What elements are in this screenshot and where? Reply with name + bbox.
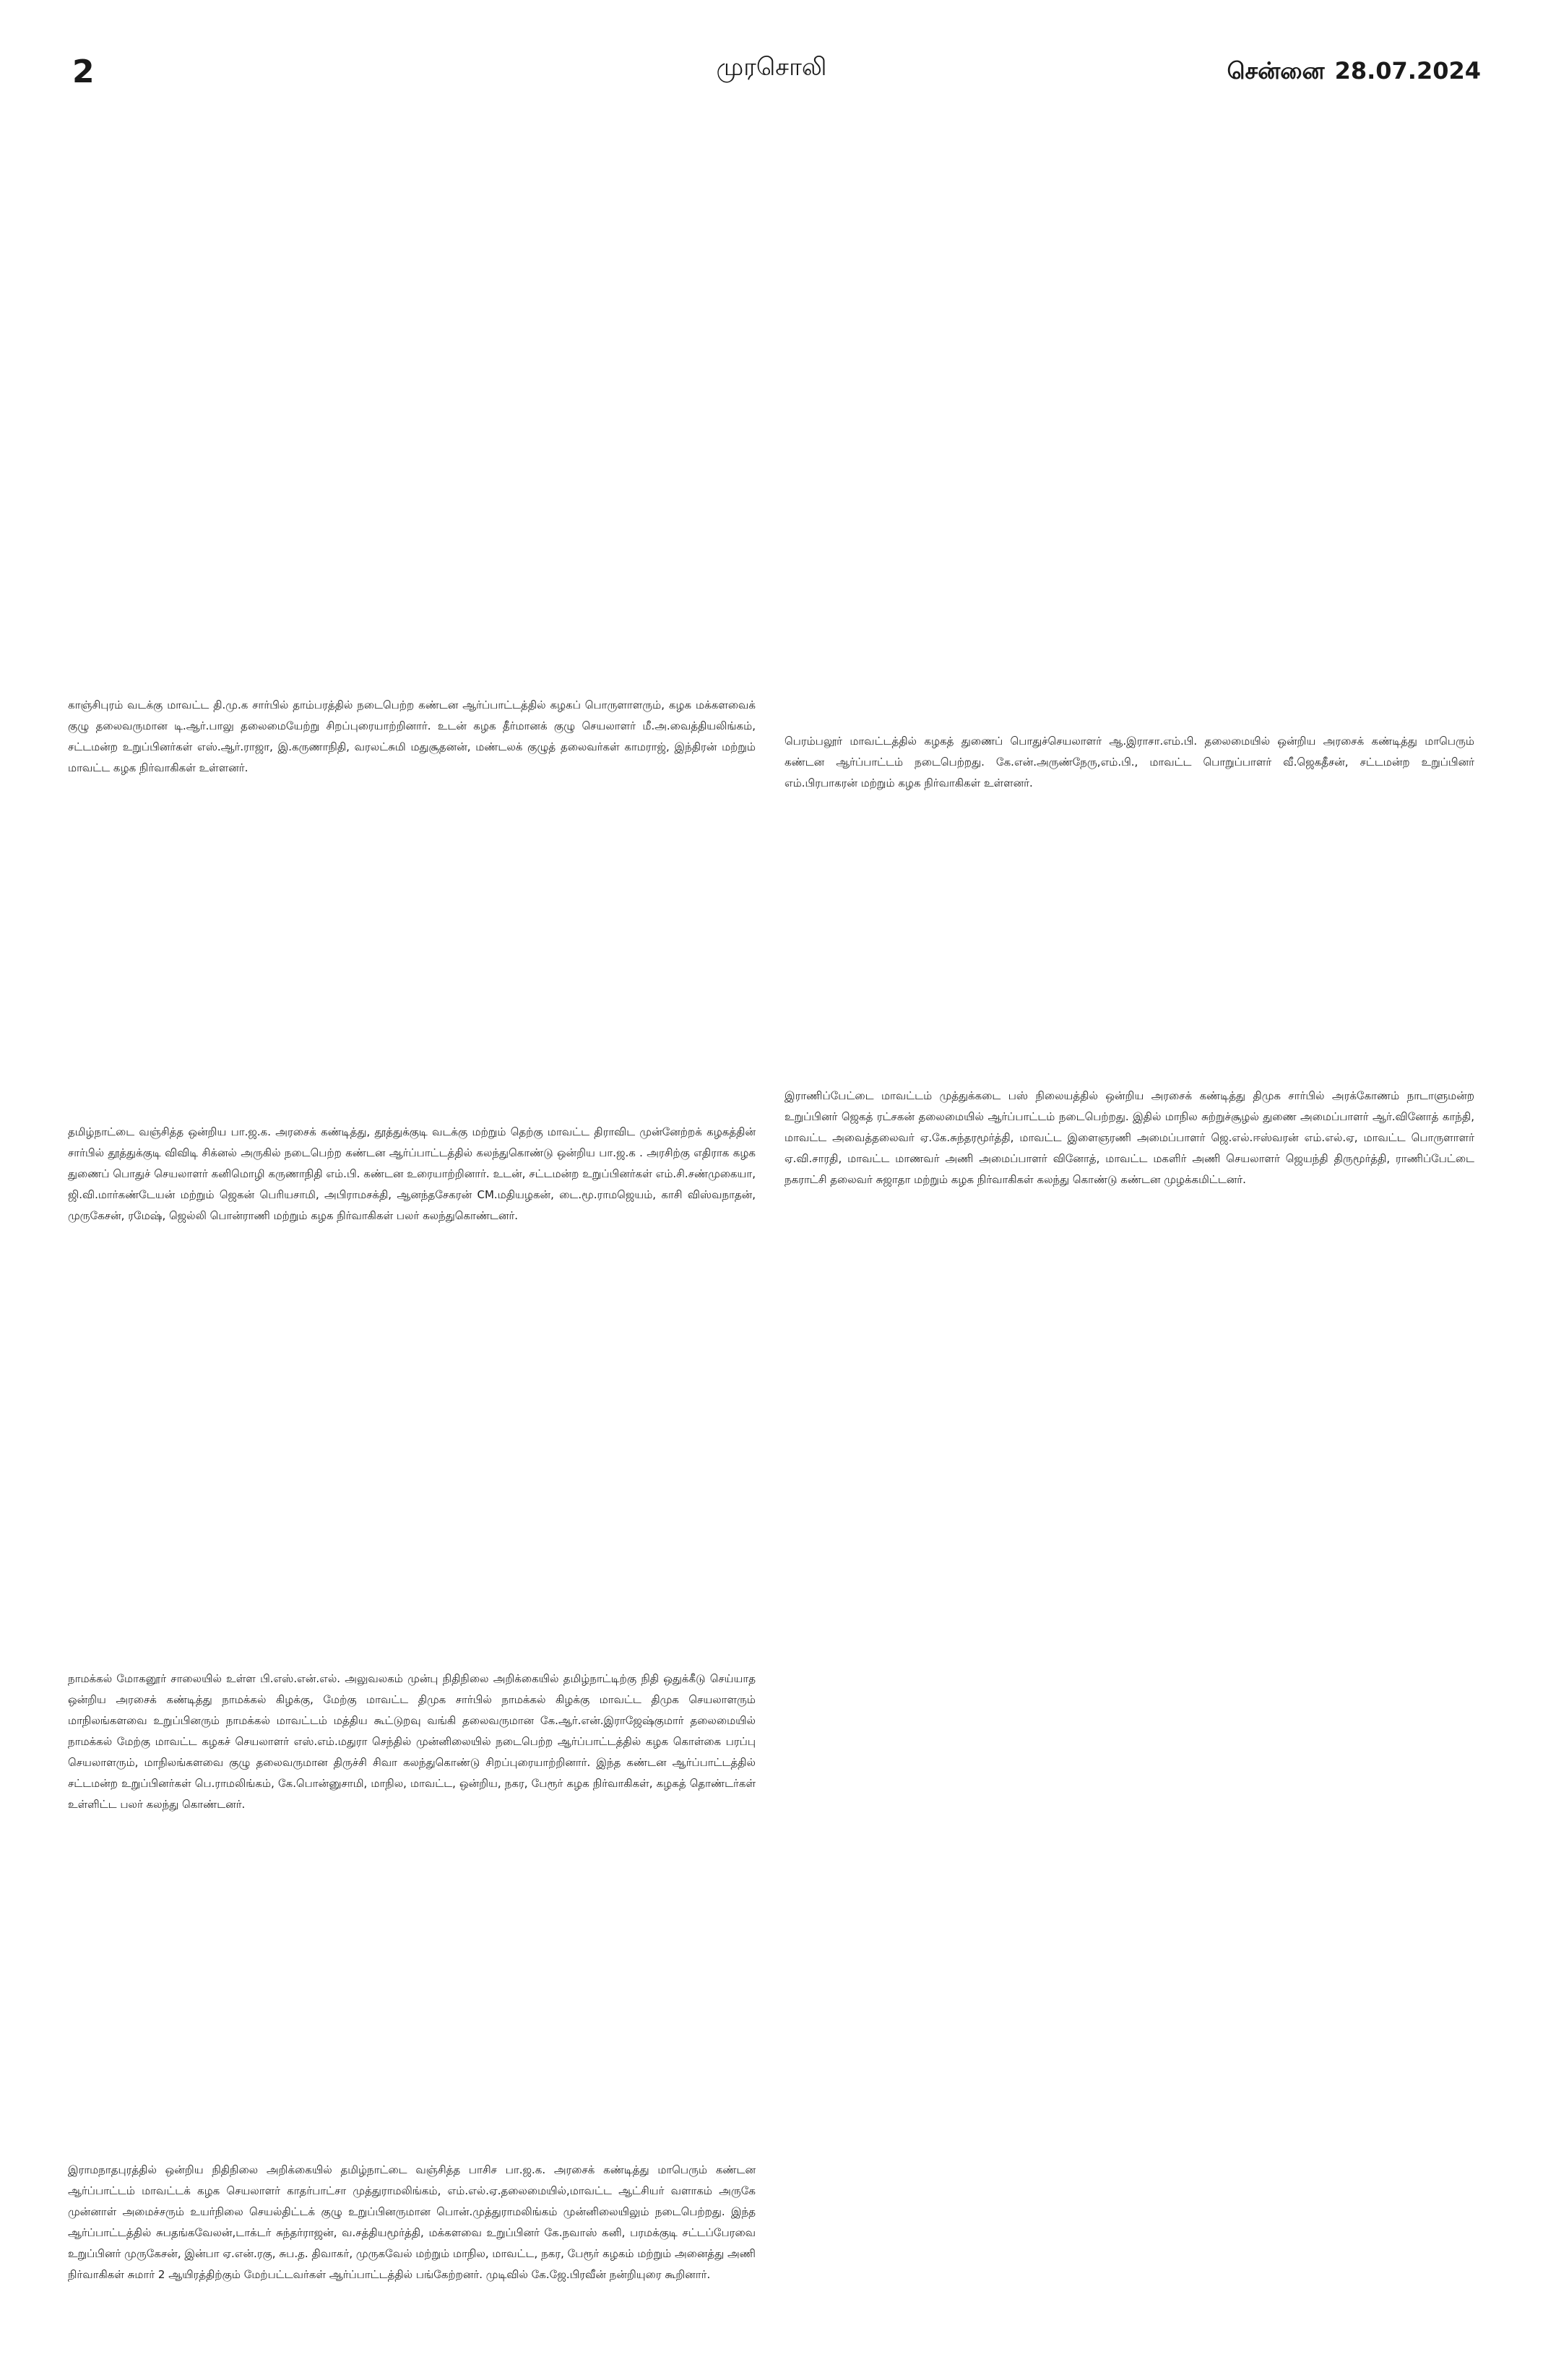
photo-caption-thoothukudi: தமிழ்நாட்டை வஞ்சித்த ஒன்றிய பா.ஜ.க. அரசைக் கண்டித்து, தூத்துக்குடி வடக்கு மற்றும் தெற்கு மாவட்ட திராவிட முன்னேற்றக் கழகத்தின் சார்பில் தூத்துக்குடி விவிடி சிக்னல் அருகில் நடைபெற்ற கண்டன ஆர்ப்பாட்டத்தில் கலந்துகொண்டு ஒன்றிய பா.ஜ.க . அரசிற்கு எதிராக கழக துணைப் பொதுச் செயலாளர் கனிமொழி கருணாநிதி எம்.பி. கண்டன உரையாற்றினார். உடன், சட்டமன்ற உறுப்பினர்கள் எம்.சி.சண்முகையா, ஜி.வி.மார்கண்டேயன் மற்றும் ஜெகன் பெரியசாமி, அபிராமசக்தி, ஆனந்தசேகரன் CM.மதியழகன், டை.மூ.ராமஜெயம், காசி விஸ்வநாதன், முருகேசன், ரமேஷ், ஜெல்லி பொன்ராணி மற்றும் கழக நிர்வாகிகள் பலர் கலந்துகொண்டனர். [68,1125,756,1222]
masthead-title: முரசொலி [716,53,827,82]
photo-caption-namakkal: நாமக்கல் மோகனூர் சாலையில் உள்ள பி.எஸ்.என்.எல். அலுவலகம் முன்பு நிதிநிலை அறிக்கையில் தமிழ்நாட்டிற்கு நிதி ஒதுக்கீடு செய்யாத ஒன்றிய அரசைக் கண்டித்து நாமக்கல் கிழக்கு, மேற்கு மாவட்ட திமுக சார்பில் நாமக்கல் கிழக்கு மாவட்ட திமுக செயலாளரும் மாநிலங்களவை உறுப்பினரும் நாமக்கல் மாவட்டம் மத்திய கூட்டுறவு வங்கி தலைவருமான கே.ஆர்.என்.இராஜேஷ்குமார் தலைமையில் நாமக்கல் மேற்கு மாவட்ட கழகச் செயலாளர் எஸ்.எம்.மதுரா செந்தில் முன்னிலையில் நடைபெற்ற ஆர்ப்பாட்டத்தில் கழக கொள்கை பரப்பு செயலாளரும், மாநிலங்களவை குழு தலைவருமான திருச்சி சிவா கலந்துகொண்டு சிறப்புரையாற்றினார். இந்த கண்டன ஆர்ப்பாட்டத்தில் சட்டமன்ற உறுப்பினர்கள் பெ.ராமலிங்கம், கே.பொன்னுசாமி, மாநில, மாவட்ட, ஒன்றிய, நகர, பேரூர் கழக நிர்வாகிகள், கழகத் தொண்டர்கள் உள்ளிட்ட பலர் கலந்து கொண்டனர். [68,1672,756,1811]
photo-caption-ranipet: இராணிப்பேட்டை மாவட்டம் முத்துக்கடை பஸ் நிலையத்தில் ஒன்றிய அரசைக் கண்டித்து திமுக சார்பில் அரக்கோணம் நாடாளுமன்ற உறுப்பினர் ஜெகத் ரட்சகன் தலைமையில் ஆர்ப்பாட்டம் நடைபெற்றது. இதில் மாநில சுற்றுச்சூழல் துணை அமைப்பாளர் ஆர்.வினோத் காந்தி, மாவட்ட அவைத்தலைவர் ஏ.கே.சுந்தரமூர்த்தி, மாவட்ட இளைஞரணி அமைப்பாளர் ஜெ.எல்.ஈஸ்வரன் எம்.எல்.ஏ, மாவட்ட பொருளாளர் ஏ.வி.சாரதி, மாவட்ட மாணவர் அணி அமைப்பாளர் வினோத், மாவட்ட மகளிர் அணி செயலாளர் ஜெயந்தி திருமூர்த்தி, ராணிப்பேட்டை நகராட்சி தலைவர் சுஜாதா மற்றும் கழக நிர்வாகிகள் கலந்து கொண்டு கண்டன முழக்கமிட்டனர். [785,1089,1474,1186]
page-header [0,0,1543,101]
dateline-date: 28.07.2024 [1334,57,1481,85]
photo-caption-perambalur: பெரம்பலூர் மாவட்டத்தில் கழகத் துணைப் பொதுச்செயலாளர் ஆ.இராசா.எம்.பி. தலைமையில் ஒன்றிய அரசைக் கண்டித்து மாபெரும் கண்டன ஆர்ப்பாட்டம் நடைபெற்றது. கே.என்.அருண்நேரு,எம்.பி., மாவட்ட பொறுப்பாளர் வீ.ஜெகதீசன், சட்டமன்ற உறுப்பினர் எம்.பிரபாகரன் மற்றும் கழக நிர்வாகிகள் உள்ளனர். [785,735,1474,789]
page-number: 2 [72,53,95,90]
photo-caption-ramanathapuram: இராமநாதபுரத்தில் ஒன்றிய நிதிநிலை அறிக்கையில் தமிழ்நாட்டை வஞ்சித்த பாசிச பா.ஜ.க. அரசைக் கண்டித்து மாபெரும் கண்டன ஆர்ப்பாட்டம் மாவட்டக் கழக செயலாளர் காதர்பாட்சா முத்துராமலிங்கம், எம்.எல்.ஏ.தலைமையில்,மாவட்ட ஆட்சியர் வளாகம் அருகே முன்னாள் அமைச்சரும் உயர்நிலை செயல்திட்டக் குழு உறுப்பினருமான பொன்.முத்துராமலிங்கம் முன்னிலையிலும் நடைபெற்றது. இந்த ஆர்ப்பாட்டத்தில் சுபதங்கவேலன்,டாக்டர் சுந்தர்ராஜன், வ.சத்தியமூர்த்தி, மக்களவை உறுப்பினர் கே.நவாஸ் கனி, பரமக்குடி சட்டப்பேரவை உறுப்பினர் முருகேசன், இன்பா ஏ.என்.ரகு, சுப.த. திவாகர், முருகவேல் மற்றும் மாநில, மாவட்ட, நகர, பேரூர் கழகம் மற்றும் அனைத்து அணி நிர்வாகிகள் சுமார் 2 ஆயிரத்திற்கும் மேற்பட்டவர்கள் ஆர்ப்பாட்டத்தில் பங்கேற்றனர். முடிவில் கே.ஜே.பிரவீன் நன்றியுரை கூறினார். [68,2163,756,2281]
dateline-city: சென்னை [1227,57,1325,85]
photo-caption-kanchipuram: காஞ்சிபுரம் வடக்கு மாவட்ட தி.மு.க சார்பில் தாம்பரத்தில் நடைபெற்ற கண்டன ஆர்ப்பாட்டத்தில் கழகப் பொருளாளரும், கழக மக்களவைக் குழு தலைவருமான டி.ஆர்.பாலு தலைமையேற்று சிறப்புரையாற்றினார். உடன் கழக தீர்மானக் குழு செயலாளர் மீ.அ.வைத்தியலிங்கம், சட்டமன்ற உறுப்பினர்கள் எஸ்.ஆர்.ராஜா, இ.கருணாநிதி, வரலட்சுமி மதுசூதனன், மண்டலக் குழுத் தலைவர்கள் காமராஜ், இந்திரன் மற்றும் மாவட்ட கழக நிர்வாகிகள் உள்ளனர். [68,698,756,774]
dateline [1227,57,1481,85]
